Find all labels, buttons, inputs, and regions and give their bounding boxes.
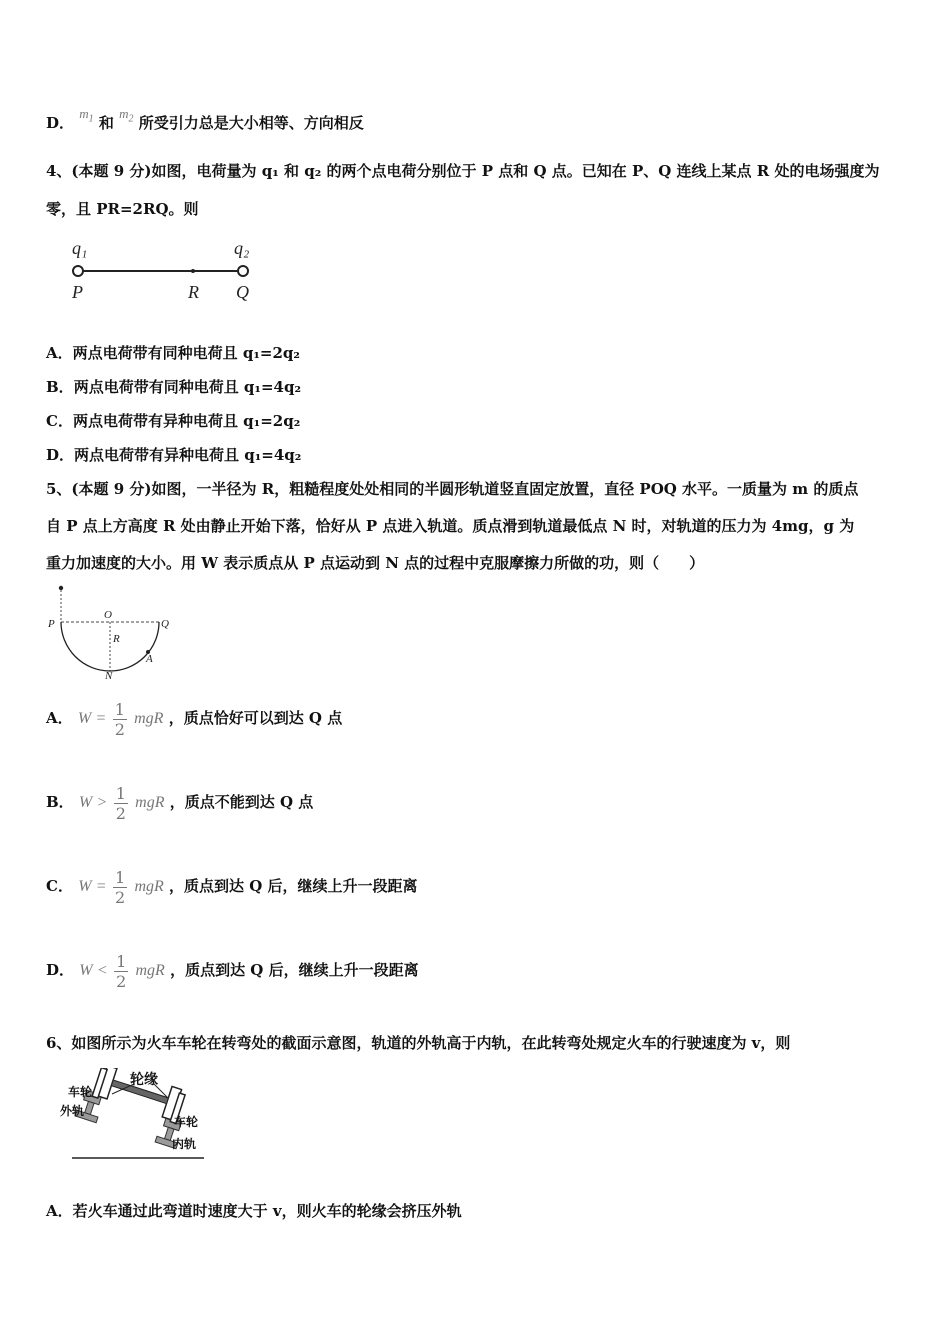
wheel-left-label: 车轮 xyxy=(68,1085,93,1099)
mgr-term: mgR xyxy=(135,962,165,979)
q6-option-a: A．若火车通过此弯道时速度大于 v，则火车的轮缘会挤压外轨 xyxy=(46,1202,462,1220)
option-text: ，质点到达 Q 后，继续上升一段距离 xyxy=(170,961,419,979)
m1-symbol: $m_1$ xyxy=(79,106,94,125)
option-label: A． xyxy=(46,709,73,727)
r-label: R xyxy=(113,633,120,645)
n-label: N xyxy=(105,670,113,682)
p-label: P xyxy=(72,282,83,302)
q6-stem: 6、如图所示为火车车轮在转弯处的截面示意图，轨道的外轨高于内轨，在此转弯处规定火车的行驶速度为 v，则 xyxy=(46,1034,791,1052)
option-label: C． xyxy=(46,877,73,895)
q1-label: q₁ xyxy=(72,238,88,258)
fraction: $\frac{1}{2}$ xyxy=(115,867,126,907)
q5-option-b xyxy=(46,782,313,823)
r-point xyxy=(191,269,195,273)
q5-option-c xyxy=(46,866,418,907)
fraction: $\frac{1}{2}$ xyxy=(116,951,127,991)
q4-option-c: C．两点电荷带有异种电荷且 q₁=2q₂ xyxy=(46,412,301,430)
q4-option-d: D．两点电荷带有异种电荷且 q₁=4q₂ xyxy=(46,446,302,464)
q-charge xyxy=(238,266,248,276)
option-text: ，质点恰好可以到达 Q 点 xyxy=(168,709,343,727)
p-charge xyxy=(73,266,83,276)
work-symbol: W xyxy=(78,794,93,811)
option-label: D． xyxy=(46,961,75,979)
wheel-right-label: 车轮 xyxy=(174,1115,199,1129)
q-label: Q xyxy=(236,282,249,302)
work-symbol: W xyxy=(78,878,92,895)
q5-stem-line2: 自 P 点上方高度 R 处由静止开始下落，恰好从 P 点进入轨道。质点滑到轨道最低点 N 时，对轨道的压力为 4mg，g 为 xyxy=(46,517,855,535)
q5-option-d xyxy=(46,950,419,991)
q4-charge-figure xyxy=(60,238,280,308)
operator: = xyxy=(96,710,106,727)
inner-rail-label: 内轨 xyxy=(172,1137,197,1151)
drop-point xyxy=(59,586,63,590)
operator: < xyxy=(97,962,107,979)
rim-label: 轮缘 xyxy=(130,1072,158,1088)
q4-stem-line1: 4、(本题 9 分)如图，电荷量为 q₁ 和 q₂ 的两个点电荷分别位于 P 点和 Q 点。已知在 P、Q 连线上某点 R 处的电场强度为 xyxy=(46,162,880,180)
operator: > xyxy=(97,794,107,811)
option-label: D． xyxy=(46,114,75,132)
fraction: $\frac{1}{2}$ xyxy=(115,783,126,823)
m2-symbol: $m_2$ xyxy=(119,106,134,125)
option-text: 所受引力总是大小相等、方向相反 xyxy=(138,114,364,132)
option-label: B． xyxy=(46,793,74,811)
q5-stem-line3: 重力加速度的大小。用 W 表示质点从 P 点运动到 N 点的过程中克服摩擦力所做的功，则（ ） xyxy=(46,554,705,572)
work-symbol: W xyxy=(79,962,93,979)
p-label: P xyxy=(48,618,55,630)
work-symbol: W xyxy=(77,710,92,727)
q4-option-a: A．两点电荷带有同种电荷且 q₁=2q₂ xyxy=(46,344,300,362)
q4-option-b: B．两点电荷带有同种电荷且 q₁=4q₂ xyxy=(46,378,302,396)
mgr-term: mgR xyxy=(134,710,164,727)
option-text: ，质点不能到达 Q 点 xyxy=(169,793,314,811)
q4-stem-line2: 零，且 PR=2RQ。则 xyxy=(46,200,199,218)
outer-rail-web xyxy=(85,1101,94,1114)
operator: = xyxy=(96,878,106,895)
q5-stem-line1: 5、(本题 9 分)如图，一半径为 R，粗糙程度处处相同的半圆形轨道竖直固定放置，直径 POQ 水平。一质量为 m 的质点 xyxy=(46,480,859,498)
q-label: Q xyxy=(161,618,169,630)
q3-option-d xyxy=(46,106,364,135)
outer-rail-label: 外轨 xyxy=(60,1104,85,1118)
option-text: ，质点到达 Q 后，继续上升一段距离 xyxy=(169,877,418,895)
o-label: O xyxy=(104,609,112,621)
mgr-term: mgR xyxy=(135,794,165,811)
a-label: A xyxy=(146,653,153,665)
fraction: $\frac{1}{2}$ xyxy=(114,699,125,739)
and-word: 和 xyxy=(98,114,114,132)
q6-train-wheel-figure xyxy=(54,1068,214,1163)
q5-option-a xyxy=(46,698,342,739)
r-label: R xyxy=(188,282,199,302)
q2-label: q₂ xyxy=(234,238,250,258)
mgr-term: mgR xyxy=(134,878,164,895)
q5-semicircle-figure xyxy=(44,582,184,682)
